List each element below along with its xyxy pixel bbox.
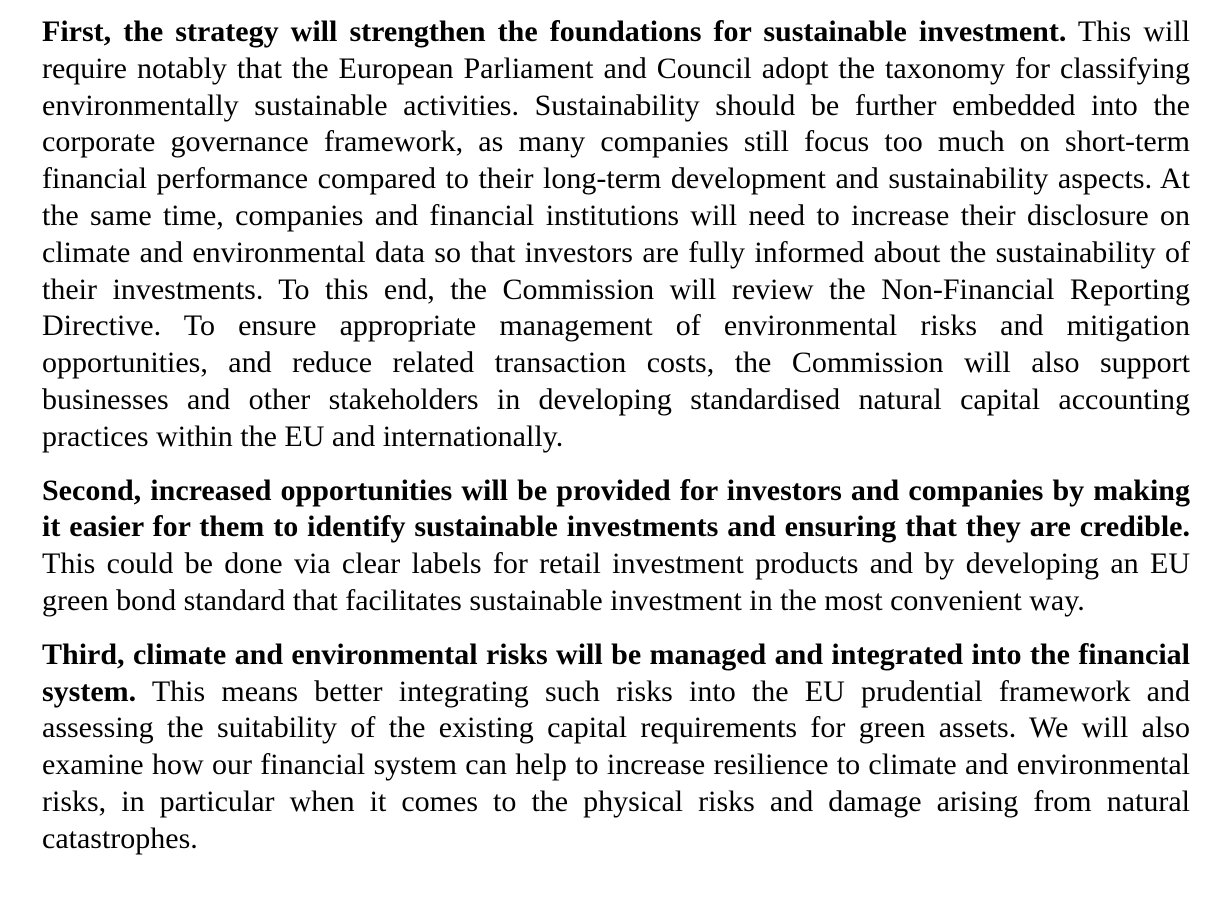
paragraph-lead: Third, climate and environmental risks will be managed and integrated into the financial system. <box>42 637 1190 708</box>
paragraph-third <box>42 637 1190 858</box>
paragraph-second <box>42 473 1190 620</box>
paragraph-lead: Second, increased opportunities will be provided for investors and companies by making it easier for them to identify sustainable investments and ensuring that they are credible. <box>42 473 1190 544</box>
paragraph-body: This could be done via clear labels for retail investment products and by developing an EU green bond standard that facilitates sustainable investment in the most convenient way. <box>42 547 1190 617</box>
paragraph-body: This will require notably that the European Parliament and Council adopt the taxonomy for classifying environmentally sustainable activities. Sustainability should be further embedded into the corporate governance framework, as many companies still focus too much on short-term financial performance compared to their long-term development and sustainability aspects. At the same time, companies and financial institutions will need to increase their disclosure on climate and environmental data so that investors are fully informed about the sustainability of their investments. To this end, the Commission will review the Non-Financial Reporting Directive. To ensure appropriate management of environmental risks and mitigation opportunities, and reduce related transaction costs, the Commission will also support businesses and other stakeholders in developing standardised natural capital accounting practices within the EU and internationally. <box>42 15 1190 453</box>
paragraph-body: This means better integrating such risks into the EU prudential framework and assessing the suitability of the existing capital requirements for green assets. We will also examine how our financial system can help to increase resilience to climate and environmental risks, in particular when it comes to the physical risks and damage arising from natural catastrophes. <box>42 674 1190 855</box>
document-page <box>42 14 1190 875</box>
paragraph-first <box>42 14 1190 456</box>
paragraph-lead: First, the strategy will strengthen the foundations for sustainable investment. <box>42 15 1067 48</box>
